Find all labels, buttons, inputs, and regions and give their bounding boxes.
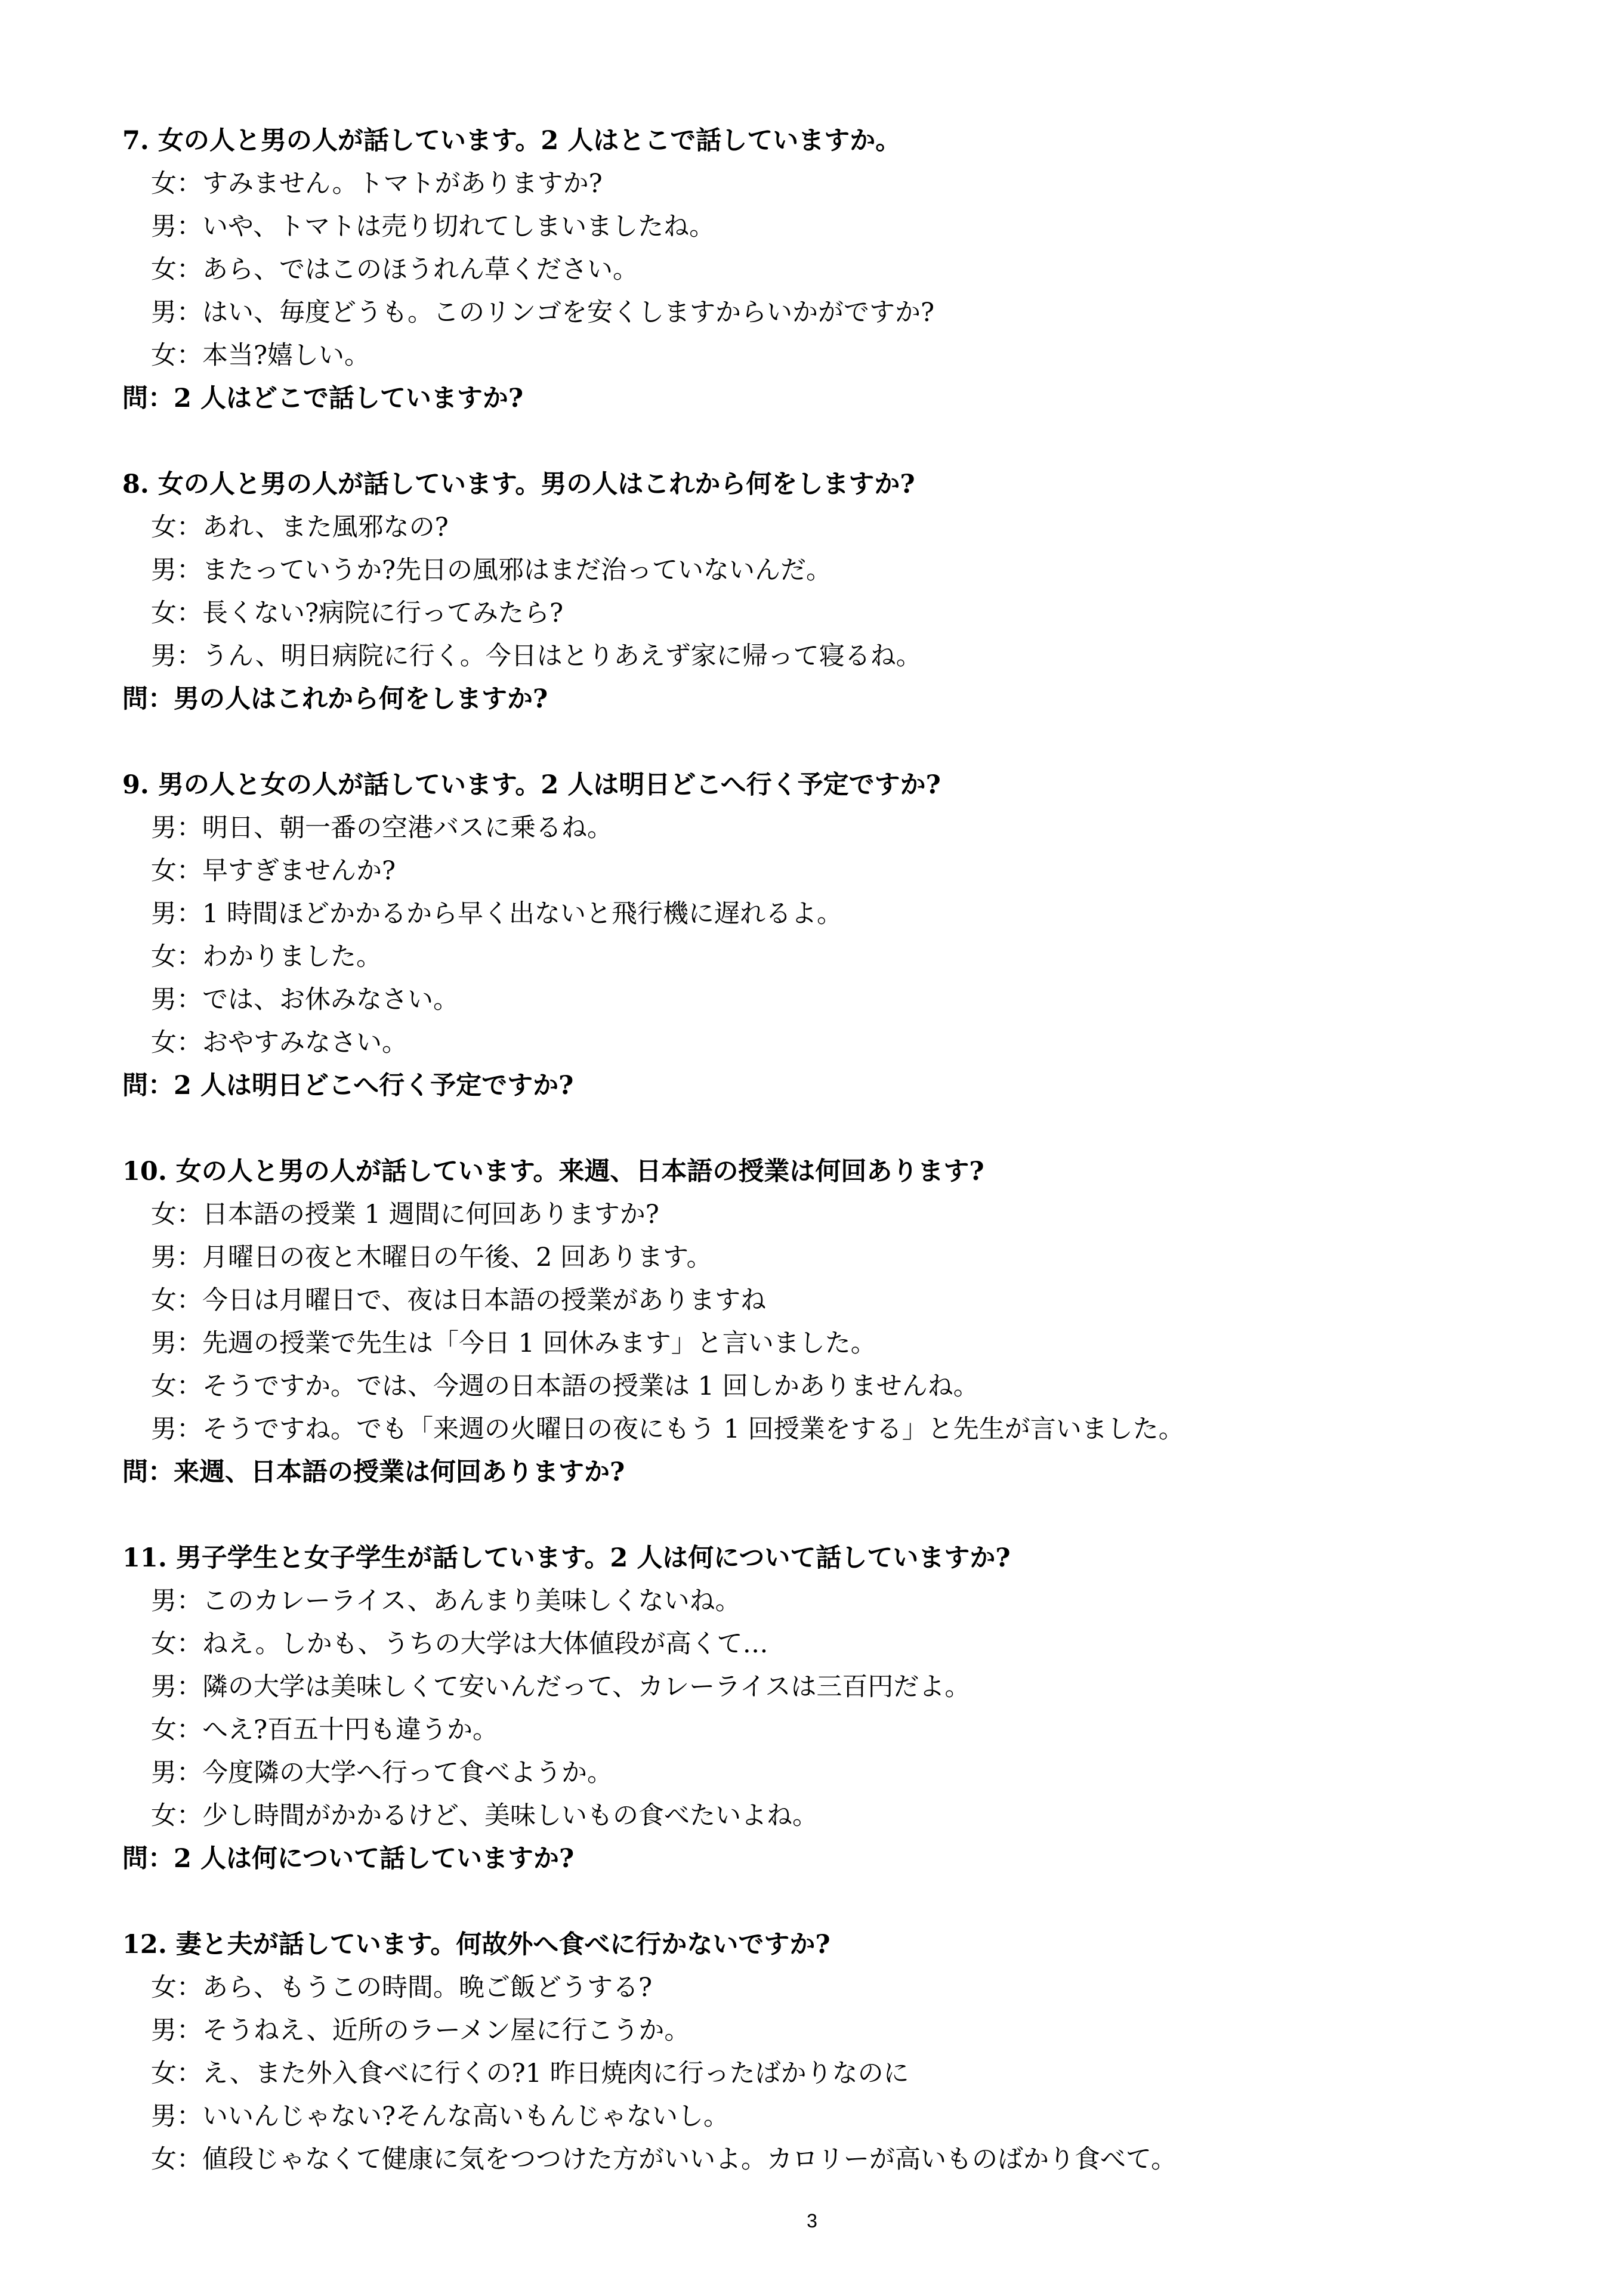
dialogue-line: 男：そうねえ、近所のラーメン屋に行こうか。	[151, 2016, 690, 2045]
question-title: 10. 女の人と男の人が話しています。来週、日本語の授業は何回あります?	[122, 1157, 984, 1186]
question-prompt: 問：2 人はどこで話していますか?	[122, 384, 524, 413]
dialogue-line: 男：いや、トマトは売り切れてしまいましたね。	[151, 212, 715, 242]
question-title: 12. 妻と夫が話しています。何故外へ食べに行かないですか?	[122, 1930, 830, 1960]
dialogue-line: 女：あら、ではこのほうれん草ください。	[151, 255, 638, 285]
dialogue-line: 男：月曜日の夜と木曜日の午後、2 回あります。	[151, 1243, 712, 1272]
dialogue-line: 男：1 時間ほどかかるから早く出ないと飛行機に遅れるよ。	[151, 899, 843, 929]
dialogue-line: 女：今日は月曜日で、夜は日本語の授業がありますね	[151, 1285, 767, 1315]
dialogue-line: 女：早すぎませんか?	[151, 856, 396, 886]
dialogue-line: 女：え、また外入食べに行くの?1 昨日焼肉に行ったばかりなのに	[151, 2059, 909, 2088]
dialogue-line: 男：そうですね。でも「来週の火曜日の夜にもう 1 回授業をする」と先生が言いました。	[151, 1414, 1184, 1444]
question-title: 9. 男の人と女の人が話しています。2 人は明日どこへ行く予定ですか?	[122, 770, 941, 800]
dialogue-line: 女：あれ、また風邪なの?	[151, 512, 449, 542]
dialogue-line: 男：またっていうか?先日の風邪はまだ治っていないんだ。	[151, 555, 832, 585]
dialogue-line: 男：はい、毎度どうも。このリンゴを安くしますからいかがですか?	[151, 298, 935, 327]
dialogue-line: 女：少し時間がかかるけど、美味しいもの食べたいよね。	[151, 1801, 818, 1831]
dialogue-line: 女：値段じゃなくて健康に気をつつけた方がいいよ。カロリーが高いものばかり食べて。	[151, 2144, 1177, 2174]
dialogue-line: 女：へえ?百五十円も違うか。	[151, 1715, 499, 1745]
question-9	[122, 764, 1518, 1107]
dialogue-line: 男：いいんじゃない?そんな高いもんじゃないし。	[151, 2102, 730, 2131]
question-8	[122, 463, 1518, 721]
question-7	[122, 119, 1518, 420]
dialogue-line: 女：おやすみなさい。	[151, 1028, 407, 1058]
page-number: 3	[807, 2210, 817, 2232]
dialogue-line: 男：隣の大学は美味しくて安いんだって、カレーライスは三百円だよ。	[151, 1672, 971, 1702]
dialogue-line: 女：長くない?病院に行ってみたら?	[151, 598, 564, 628]
question-title: 8. 女の人と男の人が話しています。男の人はこれから何をしますか?	[122, 469, 915, 499]
question-prompt: 問：来週、日本語の授業は何回ありますか?	[122, 1457, 625, 1487]
dialogue-line: 男：明日、朝一番の空港バスに乗るね。	[151, 813, 613, 843]
dialogue-line: 女：わかりました。	[151, 942, 382, 972]
dialogue-line: 女：ねえ。しかも、うちの大学は大体値段が高くて…	[151, 1629, 768, 1659]
dialogue-line: 女：日本語の授業 1 週間に何回ありますか?	[151, 1200, 659, 1229]
dialogue-line: 男：先週の授業で先生は「今日 1 回休みます」と言いました。	[151, 1328, 876, 1358]
dialogue-line: 男：では、お休みなさい。	[151, 985, 459, 1015]
dialogue-line: 男：このカレーライス、あんまり美味しくないね。	[151, 1586, 741, 1616]
listening-script	[122, 119, 1518, 2224]
question-title: 7. 女の人と男の人が話しています。2 人はとこで話していますか。	[122, 126, 901, 156]
question-prompt: 問：2 人は明日どこへ行く予定ですか?	[122, 1071, 574, 1101]
question-title: 11. 男子学生と女子学生が話しています。2 人は何について話していますか?	[122, 1543, 1011, 1573]
question-12	[122, 1923, 1518, 2181]
dialogue-line: 女：あら、もうこの時間。晩ご飯どうする?	[151, 1973, 653, 2003]
dialogue-line: 女：すみません。トマトがありますか?	[151, 169, 603, 199]
dialogue-line: 男：うん、明日病院に行く。今日はとりあえず家に帰って寝るね。	[151, 641, 922, 671]
question-prompt: 問：男の人はこれから何をしますか?	[122, 684, 548, 714]
question-10	[122, 1150, 1518, 1494]
dialogue-line: 女：本当?嬉しい。	[151, 341, 371, 370]
question-11	[122, 1537, 1518, 1880]
dialogue-line: 男：今度隣の大学へ行って食べようか。	[151, 1758, 613, 1788]
question-prompt: 問：2 人は何について話していますか?	[122, 1844, 575, 1874]
dialogue-line: 女：そうですか。では、今週の日本語の授業は 1 回しかありませんね。	[151, 1371, 979, 1401]
